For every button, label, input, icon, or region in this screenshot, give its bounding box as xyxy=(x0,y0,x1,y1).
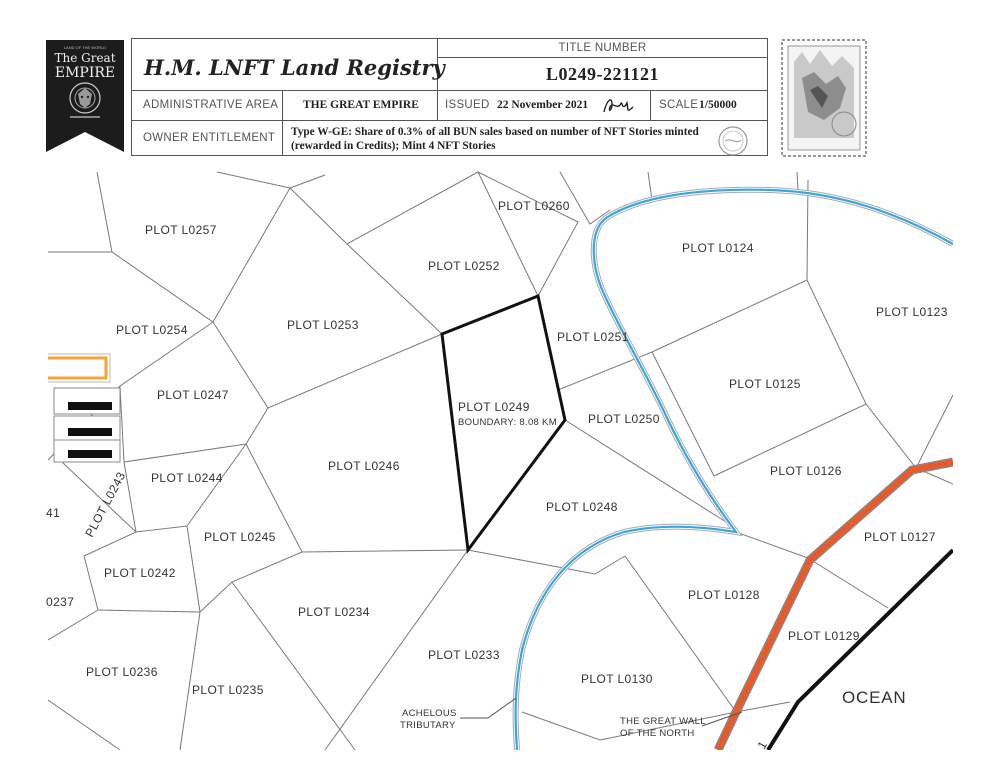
plot-label-l0242[interactable]: PLOT L0242 xyxy=(104,566,176,580)
river-label-line1: ACHELOUS xyxy=(402,708,457,719)
plot-label-l0128[interactable]: PLOT L0128 xyxy=(688,588,760,602)
admin-value-cell xyxy=(283,91,438,121)
edge-plot-label-left-a: 41 xyxy=(46,506,61,520)
lion-crest-icon xyxy=(70,83,100,113)
plot-label-l0245[interactable]: PLOT L0245 xyxy=(204,530,276,544)
great-wall-of-the-north xyxy=(718,462,953,750)
registry-title: H.M. LNFT Land Registry xyxy=(144,55,445,80)
plot-label-l0127[interactable]: PLOT L0127 xyxy=(864,530,936,544)
plot-boundaries xyxy=(48,172,953,750)
plot-label-l0123[interactable]: PLOT L0123 xyxy=(876,305,948,319)
plot-label-l0254[interactable]: PLOT L0254 xyxy=(116,323,188,337)
issued-cell xyxy=(438,91,651,121)
plot-label-l0130[interactable]: PLOT L0130 xyxy=(581,672,653,686)
postage-stamp-icon xyxy=(780,38,868,158)
plot-label-l0235[interactable]: PLOT L0235 xyxy=(192,683,264,697)
plot-label-l0247[interactable]: PLOT L0247 xyxy=(157,388,229,402)
owner-label-cell xyxy=(132,121,283,155)
banner-small-text: LAND OF THE WORLD xyxy=(63,45,107,50)
registry-title-cell xyxy=(132,39,445,91)
title-number-label-cell xyxy=(438,39,767,58)
plot-l0249-boundary-text: BOUNDARY: 8.08 KM xyxy=(458,417,557,428)
plot-label-l0250[interactable]: PLOT L0250 xyxy=(588,412,660,426)
land-plot-map xyxy=(48,170,953,750)
banner-line2: EMPIRE xyxy=(54,65,116,81)
title-number: L0249-221121 xyxy=(545,64,659,84)
river-achelous-tributary xyxy=(516,190,953,750)
title-number-cell xyxy=(438,58,767,91)
highway-segment xyxy=(40,358,106,378)
plot-label-l0126[interactable]: PLOT L0126 xyxy=(770,464,842,478)
river-callout-line xyxy=(460,698,516,718)
issued-label: ISSUED xyxy=(445,99,490,111)
issued-value: 22 November 2021 xyxy=(497,99,589,111)
registry-info-box xyxy=(131,38,768,156)
edge-plot-label-bottom: 1 xyxy=(754,738,771,752)
small-plot-blocks xyxy=(54,388,120,462)
plot-label-l0260[interactable]: PLOT L0260 xyxy=(498,199,570,213)
scale-value: 1/50000 xyxy=(699,99,737,111)
admin-label: ADMINISTRATIVE AREA xyxy=(143,99,279,111)
owner-value: Type W-GE: Share of 0.3% of all BUN sales based on number of NFT Stories minted (rewarded in Credits); Mint 4 NFT Stories xyxy=(291,126,699,152)
plot-label-l0252[interactable]: PLOT L0252 xyxy=(428,259,500,273)
plot-label-l0129[interactable]: PLOT L0129 xyxy=(788,629,860,643)
plot-label-l0253[interactable]: PLOT L0253 xyxy=(287,318,359,332)
great-empire-banner-logo xyxy=(46,40,124,152)
plot-label-l0234[interactable]: PLOT L0234 xyxy=(298,605,370,619)
owner-value-cell xyxy=(283,121,767,155)
plot-label-l0251[interactable]: PLOT L0251 xyxy=(557,330,629,344)
river-label-line2: TRIBUTARY xyxy=(400,720,456,731)
edge-plot-label-left-b: 0237 xyxy=(46,595,75,609)
plot-label-l0244[interactable]: PLOT L0244 xyxy=(151,471,223,485)
admin-label-cell xyxy=(132,91,283,121)
title-number-label: TITLE NUMBER xyxy=(558,42,647,54)
wall-label-line1: THE GREAT WALL xyxy=(620,716,706,727)
admin-value: THE GREAT EMPIRE xyxy=(303,99,419,111)
certificate-header xyxy=(0,0,1000,165)
plot-label-l0125[interactable]: PLOT L0125 xyxy=(729,377,801,391)
wall-label-line2: OF THE NORTH xyxy=(620,728,695,739)
banner-line1: The Great xyxy=(54,51,116,65)
ocean-label: OCEAN xyxy=(842,688,907,707)
owner-label: OWNER ENTITLEMENT xyxy=(143,132,276,144)
plot-label-l0236[interactable]: PLOT L0236 xyxy=(86,665,158,679)
plot-labels xyxy=(46,199,948,752)
plot-label-l0124[interactable]: PLOT L0124 xyxy=(682,241,754,255)
plot-label-l0233[interactable]: PLOT L0233 xyxy=(428,648,500,662)
plot-label-l0249[interactable]: PLOT L0249 xyxy=(458,400,530,414)
scale-cell xyxy=(651,91,767,121)
registry-seal-icon xyxy=(707,125,759,157)
plot-label-l0248[interactable]: PLOT L0248 xyxy=(546,500,618,514)
plot-label-l0257[interactable]: PLOT L0257 xyxy=(145,223,217,237)
plot-label-l0246[interactable]: PLOT L0246 xyxy=(328,459,400,473)
signature-icon xyxy=(601,95,635,117)
plot-label-l0243[interactable]: PLOT L0243 xyxy=(82,469,129,540)
scale-label: SCALE xyxy=(659,99,699,111)
